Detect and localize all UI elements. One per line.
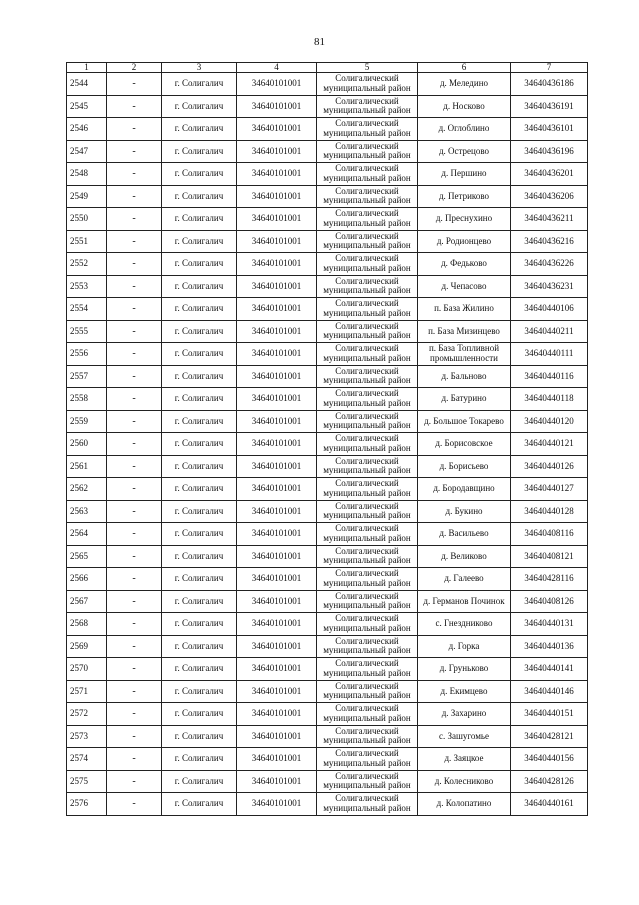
table-row	[67, 185, 588, 208]
table-row	[67, 163, 588, 186]
settlement-code: 34640408116	[511, 523, 588, 546]
settlement-name: д. Преснухино	[418, 208, 511, 231]
settlement-code: 34640428126	[511, 770, 588, 793]
district-name: Солигалический муниципальный район	[317, 410, 418, 433]
table-row	[67, 523, 588, 546]
settlement-code: 34640436211	[511, 208, 588, 231]
settlement-name: д. Великово	[418, 545, 511, 568]
table-row	[67, 320, 588, 343]
oktmo-code: 34640101001	[237, 500, 317, 523]
row-number: 2575	[67, 770, 107, 793]
row-col-2: -	[107, 208, 162, 231]
district-name: Солигалический муниципальный район	[317, 523, 418, 546]
city-cell: г. Солигалич	[162, 658, 237, 681]
table-row	[67, 680, 588, 703]
row-number: 2551	[67, 230, 107, 253]
row-number: 2562	[67, 478, 107, 501]
row-number: 2567	[67, 590, 107, 613]
city-cell: г. Солигалич	[162, 590, 237, 613]
city-cell: г. Солигалич	[162, 725, 237, 748]
settlement-name: д. Бальново	[418, 365, 511, 388]
district-name: Солигалический муниципальный район	[317, 748, 418, 771]
city-cell: г. Солигалич	[162, 163, 237, 186]
district-name: Солигалический муниципальный район	[317, 635, 418, 658]
settlement-name: д. Першино	[418, 163, 511, 186]
table-row	[67, 230, 588, 253]
oktmo-code: 34640101001	[237, 410, 317, 433]
oktmo-code: 34640101001	[237, 388, 317, 411]
settlement-code: 34640440118	[511, 388, 588, 411]
settlement-name: д. Родионцево	[418, 230, 511, 253]
row-number: 2565	[67, 545, 107, 568]
row-number: 2559	[67, 410, 107, 433]
district-name: Солигалический муниципальный район	[317, 703, 418, 726]
table-row	[67, 253, 588, 276]
district-name: Солигалический муниципальный район	[317, 118, 418, 141]
oktmo-code: 34640101001	[237, 478, 317, 501]
oktmo-code: 34640101001	[237, 95, 317, 118]
table-row	[67, 365, 588, 388]
row-col-2: -	[107, 770, 162, 793]
table-row	[67, 118, 588, 141]
table-row	[67, 478, 588, 501]
settlement-name: п. База Мизинцево	[418, 320, 511, 343]
table-body	[67, 73, 588, 816]
city-cell: г. Солигалич	[162, 680, 237, 703]
settlement-code: 34640440156	[511, 748, 588, 771]
city-cell: г. Солигалич	[162, 208, 237, 231]
district-name: Солигалический муниципальный район	[317, 793, 418, 816]
oktmo-code: 34640101001	[237, 793, 317, 816]
settlement-code: 34640440106	[511, 298, 588, 321]
oktmo-code: 34640101001	[237, 680, 317, 703]
district-name: Солигалический муниципальный район	[317, 433, 418, 456]
district-name: Солигалический муниципальный район	[317, 478, 418, 501]
row-col-2: -	[107, 658, 162, 681]
oktmo-code: 34640101001	[237, 568, 317, 591]
settlement-name: д. Носково	[418, 95, 511, 118]
row-col-2: -	[107, 500, 162, 523]
district-name: Солигалический муниципальный район	[317, 658, 418, 681]
settlement-name: д. Германов Починок	[418, 590, 511, 613]
row-number: 2554	[67, 298, 107, 321]
district-name: Солигалический муниципальный район	[317, 365, 418, 388]
district-name: Солигалический муниципальный район	[317, 140, 418, 163]
settlement-code: 34640436186	[511, 73, 588, 96]
city-cell: г. Солигалич	[162, 388, 237, 411]
row-col-2: -	[107, 613, 162, 636]
settlement-code: 34640436226	[511, 253, 588, 276]
city-cell: г. Солигалич	[162, 433, 237, 456]
district-name: Солигалический муниципальный район	[317, 275, 418, 298]
row-col-2: -	[107, 365, 162, 388]
oktmo-code: 34640101001	[237, 523, 317, 546]
row-col-2: -	[107, 635, 162, 658]
oktmo-code: 34640101001	[237, 253, 317, 276]
settlement-code: 34640440161	[511, 793, 588, 816]
city-cell: г. Солигалич	[162, 298, 237, 321]
settlement-code: 34640436196	[511, 140, 588, 163]
settlement-code: 34640440120	[511, 410, 588, 433]
row-number: 2556	[67, 343, 107, 366]
settlement-name: д. Федьково	[418, 253, 511, 276]
table-row	[67, 500, 588, 523]
table-row	[67, 455, 588, 478]
oktmo-code: 34640101001	[237, 163, 317, 186]
settlement-name: д. Батурино	[418, 388, 511, 411]
row-number: 2563	[67, 500, 107, 523]
oktmo-code: 34640101001	[237, 658, 317, 681]
row-col-2: -	[107, 73, 162, 96]
district-name: Солигалический муниципальный район	[317, 320, 418, 343]
settlement-name: д. Борисьево	[418, 455, 511, 478]
district-name: Солигалический муниципальный район	[317, 680, 418, 703]
settlement-name: с. Зашугомье	[418, 725, 511, 748]
city-cell: г. Солигалич	[162, 478, 237, 501]
city-cell: г. Солигалич	[162, 410, 237, 433]
district-name: Солигалический муниципальный район	[317, 613, 418, 636]
city-cell: г. Солигалич	[162, 230, 237, 253]
row-number: 2546	[67, 118, 107, 141]
oktmo-code: 34640101001	[237, 185, 317, 208]
city-cell: г. Солигалич	[162, 95, 237, 118]
settlement-code: 34640436206	[511, 185, 588, 208]
settlement-name: д. Екимцево	[418, 680, 511, 703]
column-header: 4	[237, 63, 317, 73]
city-cell: г. Солигалич	[162, 73, 237, 96]
table-row	[67, 658, 588, 681]
city-cell: г. Солигалич	[162, 253, 237, 276]
table-row	[67, 343, 588, 366]
row-number: 2564	[67, 523, 107, 546]
district-name: Солигалический муниципальный район	[317, 725, 418, 748]
row-col-2: -	[107, 590, 162, 613]
district-name: Солигалический муниципальный район	[317, 95, 418, 118]
oktmo-code: 34640101001	[237, 275, 317, 298]
registry-table	[66, 62, 588, 816]
row-col-2: -	[107, 680, 162, 703]
oktmo-code: 34640101001	[237, 725, 317, 748]
settlement-name: д. Чепасово	[418, 275, 511, 298]
row-number: 2572	[67, 703, 107, 726]
settlement-name: п. База Жилино	[418, 298, 511, 321]
district-name: Солигалический муниципальный район	[317, 500, 418, 523]
settlement-code: 34640440128	[511, 500, 588, 523]
settlement-name: д. Оглоблино	[418, 118, 511, 141]
row-number: 2570	[67, 658, 107, 681]
oktmo-code: 34640101001	[237, 613, 317, 636]
row-col-2: -	[107, 163, 162, 186]
city-cell: г. Солигалич	[162, 635, 237, 658]
table-row	[67, 770, 588, 793]
oktmo-code: 34640101001	[237, 703, 317, 726]
column-header: 7	[511, 63, 588, 73]
district-name: Солигалический муниципальный район	[317, 568, 418, 591]
row-col-2: -	[107, 568, 162, 591]
table-row	[67, 73, 588, 96]
settlement-name: д. Букино	[418, 500, 511, 523]
row-number: 2555	[67, 320, 107, 343]
settlement-name: д. Меледино	[418, 73, 511, 96]
row-number: 2552	[67, 253, 107, 276]
table-row	[67, 793, 588, 816]
oktmo-code: 34640101001	[237, 320, 317, 343]
row-number: 2550	[67, 208, 107, 231]
oktmo-code: 34640101001	[237, 140, 317, 163]
district-name: Солигалический муниципальный район	[317, 545, 418, 568]
row-number: 2549	[67, 185, 107, 208]
table-row	[67, 590, 588, 613]
row-col-2: -	[107, 253, 162, 276]
row-col-2: -	[107, 545, 162, 568]
table-row	[67, 208, 588, 231]
table-row	[67, 703, 588, 726]
settlement-code: 34640428116	[511, 568, 588, 591]
row-col-2: -	[107, 433, 162, 456]
city-cell: г. Солигалич	[162, 613, 237, 636]
row-number: 2558	[67, 388, 107, 411]
settlement-code: 34640440127	[511, 478, 588, 501]
row-col-2: -	[107, 95, 162, 118]
settlement-code: 34640408126	[511, 590, 588, 613]
row-col-2: -	[107, 140, 162, 163]
settlement-code: 34640440151	[511, 703, 588, 726]
settlement-code: 34640440111	[511, 343, 588, 366]
settlement-code: 34640436216	[511, 230, 588, 253]
settlement-name: д. Петриково	[418, 185, 511, 208]
row-number: 2545	[67, 95, 107, 118]
row-col-2: -	[107, 455, 162, 478]
city-cell: г. Солигалич	[162, 770, 237, 793]
row-number: 2571	[67, 680, 107, 703]
settlement-name: с. Гнездниково	[418, 613, 511, 636]
row-col-2: -	[107, 703, 162, 726]
oktmo-code: 34640101001	[237, 770, 317, 793]
table-row	[67, 388, 588, 411]
row-col-2: -	[107, 410, 162, 433]
district-name: Солигалический муниципальный район	[317, 163, 418, 186]
page-number: 81	[314, 36, 325, 48]
oktmo-code: 34640101001	[237, 298, 317, 321]
oktmo-code: 34640101001	[237, 365, 317, 388]
settlement-name: д. Галеево	[418, 568, 511, 591]
city-cell: г. Солигалич	[162, 703, 237, 726]
settlement-code: 34640428121	[511, 725, 588, 748]
oktmo-code: 34640101001	[237, 343, 317, 366]
table-row	[67, 298, 588, 321]
row-number: 2576	[67, 793, 107, 816]
column-header: 3	[162, 63, 237, 73]
row-number: 2568	[67, 613, 107, 636]
row-number: 2569	[67, 635, 107, 658]
city-cell: г. Солигалич	[162, 140, 237, 163]
row-number: 2548	[67, 163, 107, 186]
oktmo-code: 34640101001	[237, 748, 317, 771]
city-cell: г. Солигалич	[162, 320, 237, 343]
city-cell: г. Солигалич	[162, 748, 237, 771]
column-header: 5	[317, 63, 418, 73]
district-name: Солигалический муниципальный район	[317, 343, 418, 366]
row-col-2: -	[107, 230, 162, 253]
settlement-code: 34640440116	[511, 365, 588, 388]
table-row	[67, 275, 588, 298]
district-name: Солигалический муниципальный район	[317, 73, 418, 96]
row-col-2: -	[107, 748, 162, 771]
row-number: 2560	[67, 433, 107, 456]
column-header: 1	[67, 63, 107, 73]
city-cell: г. Солигалич	[162, 523, 237, 546]
settlement-name: д. Груньково	[418, 658, 511, 681]
district-name: Солигалический муниципальный район	[317, 208, 418, 231]
settlement-name: д. Большое Токарево	[418, 410, 511, 433]
oktmo-code: 34640101001	[237, 590, 317, 613]
row-number: 2561	[67, 455, 107, 478]
row-col-2: -	[107, 523, 162, 546]
row-col-2: -	[107, 185, 162, 208]
column-header: 2	[107, 63, 162, 73]
oktmo-code: 34640101001	[237, 118, 317, 141]
district-name: Солигалический муниципальный район	[317, 770, 418, 793]
settlement-code: 34640436231	[511, 275, 588, 298]
city-cell: г. Солигалич	[162, 343, 237, 366]
row-col-2: -	[107, 725, 162, 748]
table-row	[67, 140, 588, 163]
city-cell: г. Солигалич	[162, 185, 237, 208]
table-row	[67, 95, 588, 118]
row-number: 2566	[67, 568, 107, 591]
district-name: Солигалический муниципальный район	[317, 185, 418, 208]
table-row	[67, 748, 588, 771]
city-cell: г. Солигалич	[162, 545, 237, 568]
settlement-name: д. Колесниково	[418, 770, 511, 793]
row-col-2: -	[107, 343, 162, 366]
row-number: 2573	[67, 725, 107, 748]
settlement-name: д. Борисовское	[418, 433, 511, 456]
settlement-name: д. Васильево	[418, 523, 511, 546]
row-col-2: -	[107, 275, 162, 298]
table-row	[67, 568, 588, 591]
row-number: 2547	[67, 140, 107, 163]
city-cell: г. Солигалич	[162, 568, 237, 591]
settlement-name: д. Бородавщино	[418, 478, 511, 501]
table-row	[67, 725, 588, 748]
district-name: Солигалический муниципальный район	[317, 298, 418, 321]
settlement-code: 34640440131	[511, 613, 588, 636]
settlement-code: 34640440141	[511, 658, 588, 681]
settlement-code: 34640440126	[511, 455, 588, 478]
row-col-2: -	[107, 298, 162, 321]
row-col-2: -	[107, 320, 162, 343]
district-name: Солигалический муниципальный район	[317, 590, 418, 613]
settlement-code: 34640408121	[511, 545, 588, 568]
row-col-2: -	[107, 793, 162, 816]
table-row	[67, 433, 588, 456]
table-row	[67, 410, 588, 433]
settlement-name: д. Захарино	[418, 703, 511, 726]
column-header: 6	[418, 63, 511, 73]
settlement-code: 34640436101	[511, 118, 588, 141]
city-cell: г. Солигалич	[162, 365, 237, 388]
settlement-code: 34640440121	[511, 433, 588, 456]
row-number: 2544	[67, 73, 107, 96]
oktmo-code: 34640101001	[237, 433, 317, 456]
district-name: Солигалический муниципальный район	[317, 253, 418, 276]
settlement-code: 34640436201	[511, 163, 588, 186]
city-cell: г. Солигалич	[162, 275, 237, 298]
city-cell: г. Солигалич	[162, 500, 237, 523]
settlement-name: д. Острецово	[418, 140, 511, 163]
settlement-name: д. Горка	[418, 635, 511, 658]
row-number: 2574	[67, 748, 107, 771]
district-name: Солигалический муниципальный район	[317, 230, 418, 253]
oktmo-code: 34640101001	[237, 635, 317, 658]
oktmo-code: 34640101001	[237, 455, 317, 478]
table-row	[67, 613, 588, 636]
settlement-name: д. Заяцкое	[418, 748, 511, 771]
row-col-2: -	[107, 388, 162, 411]
district-name: Солигалический муниципальный район	[317, 455, 418, 478]
oktmo-code: 34640101001	[237, 545, 317, 568]
district-name: Солигалический муниципальный район	[317, 388, 418, 411]
header-row	[67, 63, 588, 73]
city-cell: г. Солигалич	[162, 793, 237, 816]
settlement-code: 34640436191	[511, 95, 588, 118]
row-number: 2553	[67, 275, 107, 298]
row-col-2: -	[107, 118, 162, 141]
oktmo-code: 34640101001	[237, 208, 317, 231]
table-header	[67, 63, 588, 73]
oktmo-code: 34640101001	[237, 230, 317, 253]
city-cell: г. Солигалич	[162, 118, 237, 141]
settlement-code: 34640440211	[511, 320, 588, 343]
settlement-name: п. База Топливной промышленности	[418, 343, 511, 366]
settlement-name: д. Колопатино	[418, 793, 511, 816]
settlement-code: 34640440146	[511, 680, 588, 703]
table-row	[67, 545, 588, 568]
settlement-code: 34640440136	[511, 635, 588, 658]
table-row	[67, 635, 588, 658]
row-number: 2557	[67, 365, 107, 388]
oktmo-code: 34640101001	[237, 73, 317, 96]
row-col-2: -	[107, 478, 162, 501]
city-cell: г. Солигалич	[162, 455, 237, 478]
